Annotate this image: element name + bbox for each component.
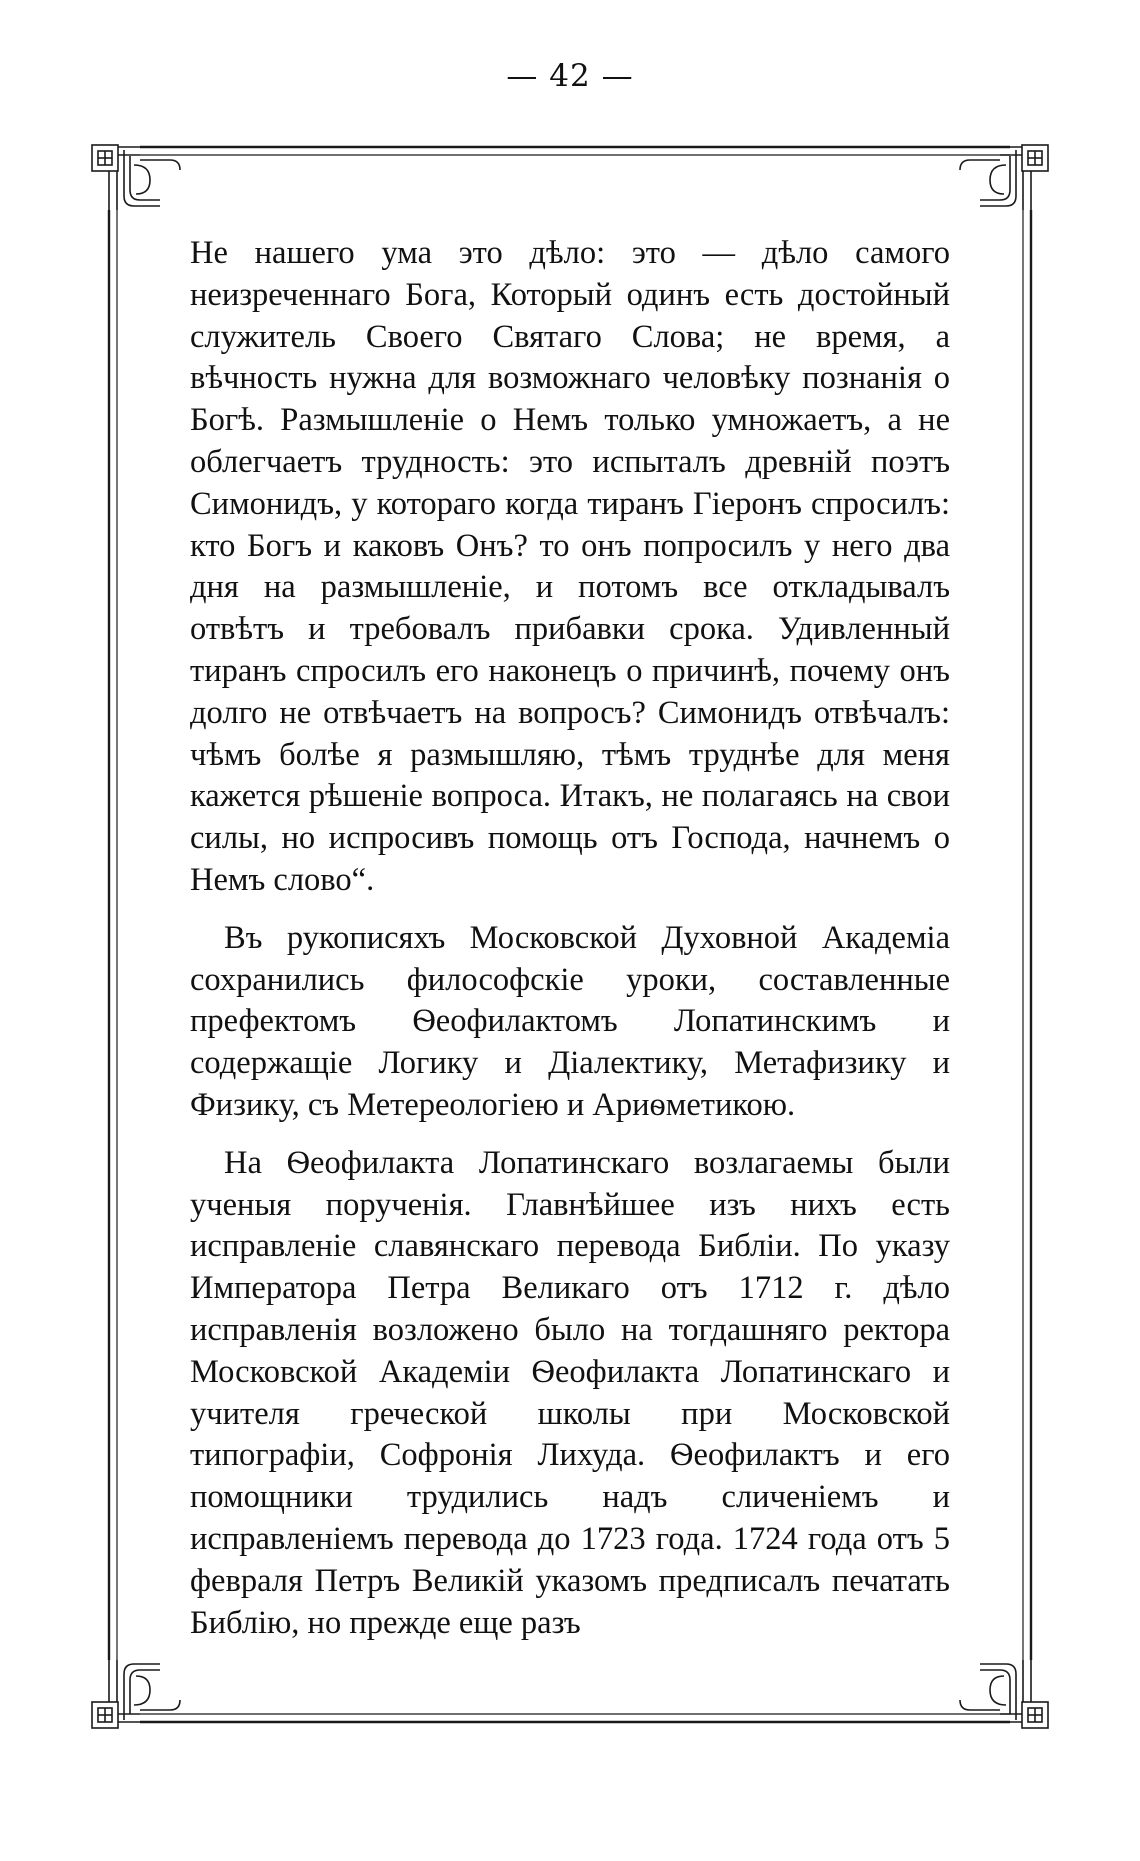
corner-ornament-bottom-right (960, 1660, 1048, 1728)
paragraph-2: Въ рукописяхъ Московской Духовной Академіа сохранились философскіе уроки, составленные префектомъ Ѳеофилактомъ Лопатинскимъ и содержащіе Логику и Діалектику, Метафизику и Физику, съ Метереологіею и Ариѳметикою. (190, 919, 950, 1123)
body-text (190, 233, 950, 1644)
paragraph-1: Не нашего ума это дѣло: это — дѣло самого неизреченнаго Бога, Который одинъ есть достойный служитель Своего Святаго Слова; не время, а вѣчность нужна для возможнаго человѣку познанія о Богѣ. Размышленіе о Немъ только умножаетъ, а не облегчаетъ трудность: это испыталъ древній поэтъ Симонидъ, у котораго когда тиранъ Гіеронъ спросилъ: кто Богъ и каковъ Онъ? то онъ попросилъ у него два дня на размышленіе, и потомъ все откладывалъ отвѣтъ и требовалъ прибавки срока. Удивленный тиранъ спросилъ его наконецъ о причинѣ, почему онъ долго не отвѣчаетъ на вопросъ? Симонидъ отвѣчалъ: чѣмъ болѣе я размышляю, тѣмъ труднѣе для меня кажется рѣшеніе вопроса. Итакъ, не полагаясь на свои силы, но испросивъ помощь отъ Господа, начнемъ о Немъ слово“. (190, 235, 950, 898)
paragraph-3: На Ѳеофилакта Лопатинскаго возлагаемы были ученыя порученія. Главнѣйшее изъ нихъ есть исправленіе славянскаго перевода Библіи. По указу Императора Петра Великаго отъ 1712 г. дѣло исправленія возложено было на тогдашняго ректора Московской Академіи Ѳеофилакта Лопатинскаго и учителя греческой школы при Московской типографіи, Софронія Лихуда. Ѳеофилактъ и его помощники трудились надъ сличеніемъ и исправленіемъ перевода до 1723 года. 1724 года отъ 5 февраля Петръ Великій указомъ предписалъ печатать Библію, но прежде еще разъ (190, 1144, 950, 1641)
corner-ornament-bottom-left (92, 1660, 180, 1728)
page-number: — 42 — (506, 58, 634, 94)
